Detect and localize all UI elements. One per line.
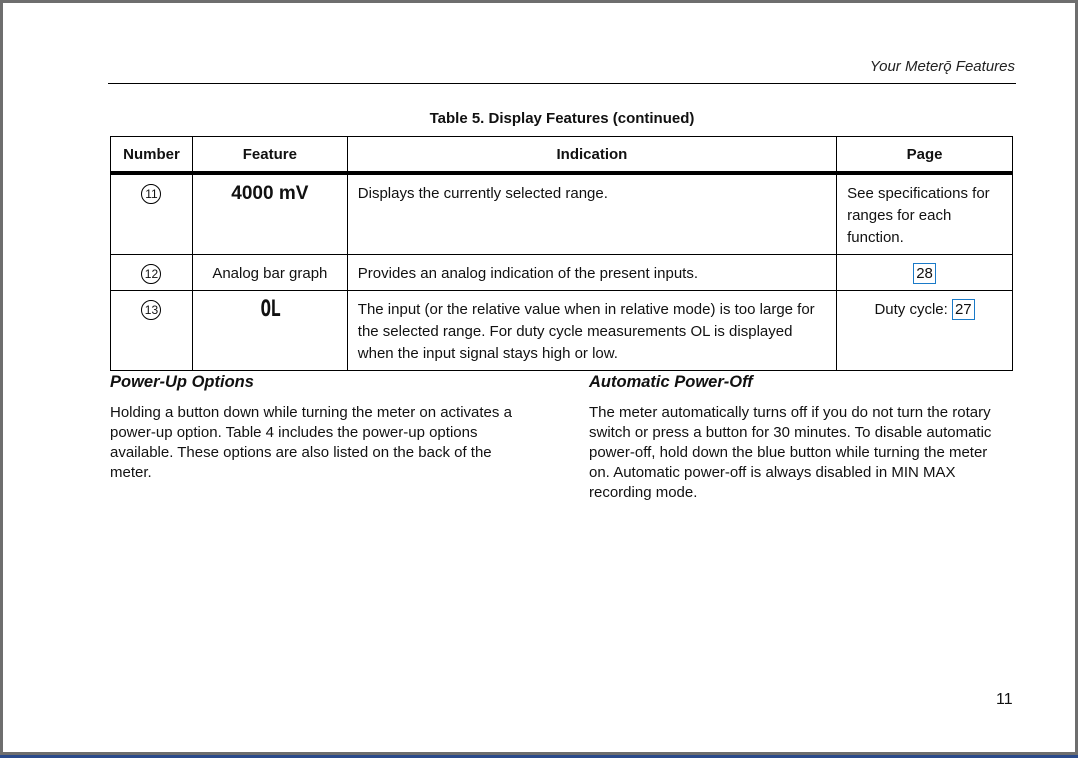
page-cell: See specifications for ranges for each function. bbox=[837, 173, 1013, 255]
page-cell bbox=[837, 291, 1013, 371]
overload-display-symbol: OL bbox=[260, 297, 280, 322]
power-up-body: Holding a button down while turning the meter on activates a power-up option. Table 4 includes the power-up options available. These options are also listed on the back of the meter. bbox=[110, 404, 512, 481]
header-rule bbox=[108, 83, 1016, 84]
feature-display-range: 4000 mV bbox=[231, 183, 309, 204]
column-header-feature: Feature bbox=[192, 137, 347, 174]
display-features-table bbox=[110, 136, 1013, 371]
automatic-power-off-section bbox=[589, 372, 1009, 503]
document-page bbox=[3, 3, 1075, 752]
auto-off-heading: Automatic Power-Off bbox=[589, 373, 753, 391]
column-header-page: Page bbox=[837, 137, 1013, 174]
table-header-row bbox=[111, 137, 1013, 174]
feature-cell bbox=[192, 291, 347, 371]
indication-cell: Provides an analog indication of the present inputs. bbox=[347, 255, 836, 291]
row-number-cell bbox=[111, 255, 193, 291]
circled-number: 11 bbox=[141, 184, 161, 204]
feature-cell bbox=[192, 173, 347, 255]
table-caption: Table 5. Display Features (continued) bbox=[429, 110, 695, 127]
column-header-indication: Indication bbox=[347, 137, 836, 174]
row-number-cell bbox=[111, 291, 193, 371]
table-row bbox=[111, 173, 1013, 255]
row-number-cell bbox=[111, 173, 193, 255]
page-number: 11 bbox=[996, 691, 1013, 708]
auto-off-body: The meter automatically turns off if you do not turn the rotary switch or press a button for 30 minutes. To disable automatic power-off, hold down the blue button while turning the meter on. Automatic power-off is always disabled in MIN MAX recording mode. bbox=[589, 404, 992, 501]
indication-cell: Displays the currently selected range. bbox=[347, 173, 836, 255]
feature-cell: Analog bar graph bbox=[192, 255, 347, 291]
table-row bbox=[111, 255, 1013, 291]
page-link[interactable]: 27 bbox=[952, 299, 975, 320]
page-link[interactable]: 28 bbox=[913, 263, 936, 284]
circled-number: 12 bbox=[141, 264, 161, 284]
running-header: Your Meterǭ Features bbox=[869, 58, 1015, 75]
page-cell bbox=[837, 255, 1013, 291]
indication-cell: The input (or the relative value when in relative mode) is too large for the selected range. For duty cycle measurements OL is displayed when the input signal stays high or low. bbox=[347, 291, 836, 371]
circled-number: 13 bbox=[141, 300, 161, 320]
power-up-heading: Power-Up Options bbox=[110, 373, 254, 391]
page-prefix: Duty cycle: bbox=[874, 301, 948, 318]
power-up-options-section bbox=[110, 372, 530, 483]
column-header-number: Number bbox=[111, 137, 193, 174]
table-row bbox=[111, 291, 1013, 371]
